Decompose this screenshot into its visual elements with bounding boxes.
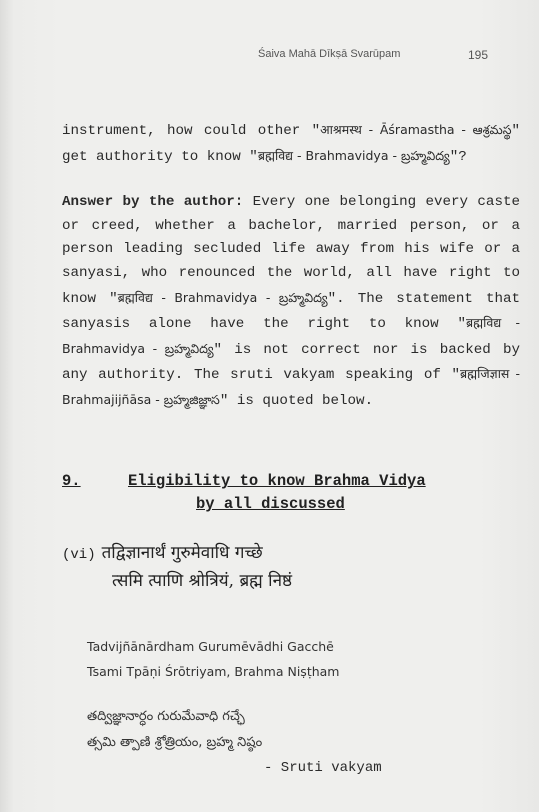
- translit-line2: Tsami Tpāṇi Śrōtriyam, Brahma Niṣṭham: [87, 664, 340, 679]
- text-run: ". The statement that sanyasis alone have the right to know ": [62, 290, 520, 333]
- text-run: " is not correct nor is backed by any authority. The sruti vakyam speaking of ": [62, 341, 520, 384]
- text-run: " is quoted below.: [219, 392, 374, 409]
- script-term: ब्रह्मविद्य - Brahmavidya - బ్రహ్మవిద్య: [62, 315, 520, 356]
- telugu-line1: తద్విజ్ఞానార్ధం గురుమేవాధి గచ్ఛే: [87, 709, 245, 724]
- text-run: Every one belonging every caste or creed, whether a bachelor, married person, or a person leading secluded life away from his wife or a sanyasi, who renounced the world, all have right to know ": [62, 194, 520, 307]
- text-run: "?: [449, 148, 467, 165]
- paragraph-continuation: [62, 118, 520, 169]
- body-text: [62, 118, 520, 414]
- running-header: [0, 48, 539, 68]
- script-term: आश्रमस्थ - Āśramastha - ఆశ్రమస్థ: [320, 122, 512, 137]
- page-number: 195: [468, 48, 489, 62]
- script-term: ब्रह्मविद्य - Brahmavidya - బ్రహ్మవిద్య: [117, 289, 328, 305]
- answer-lead: Answer by the author:: [62, 194, 244, 211]
- verse-devanagari-line2: त्समि त्पाणि श्रोत्रियं, ब्रह्म निष्ठं: [112, 571, 293, 591]
- text-run: instrument, how could other ": [62, 123, 321, 139]
- paragraph-answer: [62, 191, 520, 413]
- script-term: ब्रह्मविद्य - Brahmavidya - బ్రహ్మవిద్య: [257, 147, 450, 163]
- sanskrit-verse: [62, 540, 292, 594]
- verse-source: - Sruti vakyam: [264, 760, 382, 776]
- verse-devanagari-line1: तद्विज्ञानार्थं गुरुमेवाधि गच्छे: [101, 543, 263, 563]
- section-number: 9.: [62, 472, 81, 490]
- header-title: Śaiva Mahā Dīkṣā Svarūpam: [258, 48, 401, 60]
- verse-label: (vi): [62, 547, 96, 563]
- verse-telugu: [87, 704, 262, 756]
- translit-line1: Tadvijñānārdham Gurumēvādhi Gacchē: [87, 639, 334, 654]
- script-term: ब्रह्मजिज्ञास - Brahmajijñāsa - బ్రహ్మజిజ్ఞాస: [62, 366, 520, 407]
- telugu-line2: త్సమి త్పాణి శ్రోత్రియం, బ్రహ్మ నిష్ఠం: [87, 735, 263, 750]
- section-title-line2: by all discussed: [196, 495, 345, 513]
- text-run: " get authority to know ": [62, 123, 520, 165]
- verse-transliteration: [87, 634, 339, 684]
- section-title-line1: Eligibility to know Brahma Vidya: [128, 472, 426, 490]
